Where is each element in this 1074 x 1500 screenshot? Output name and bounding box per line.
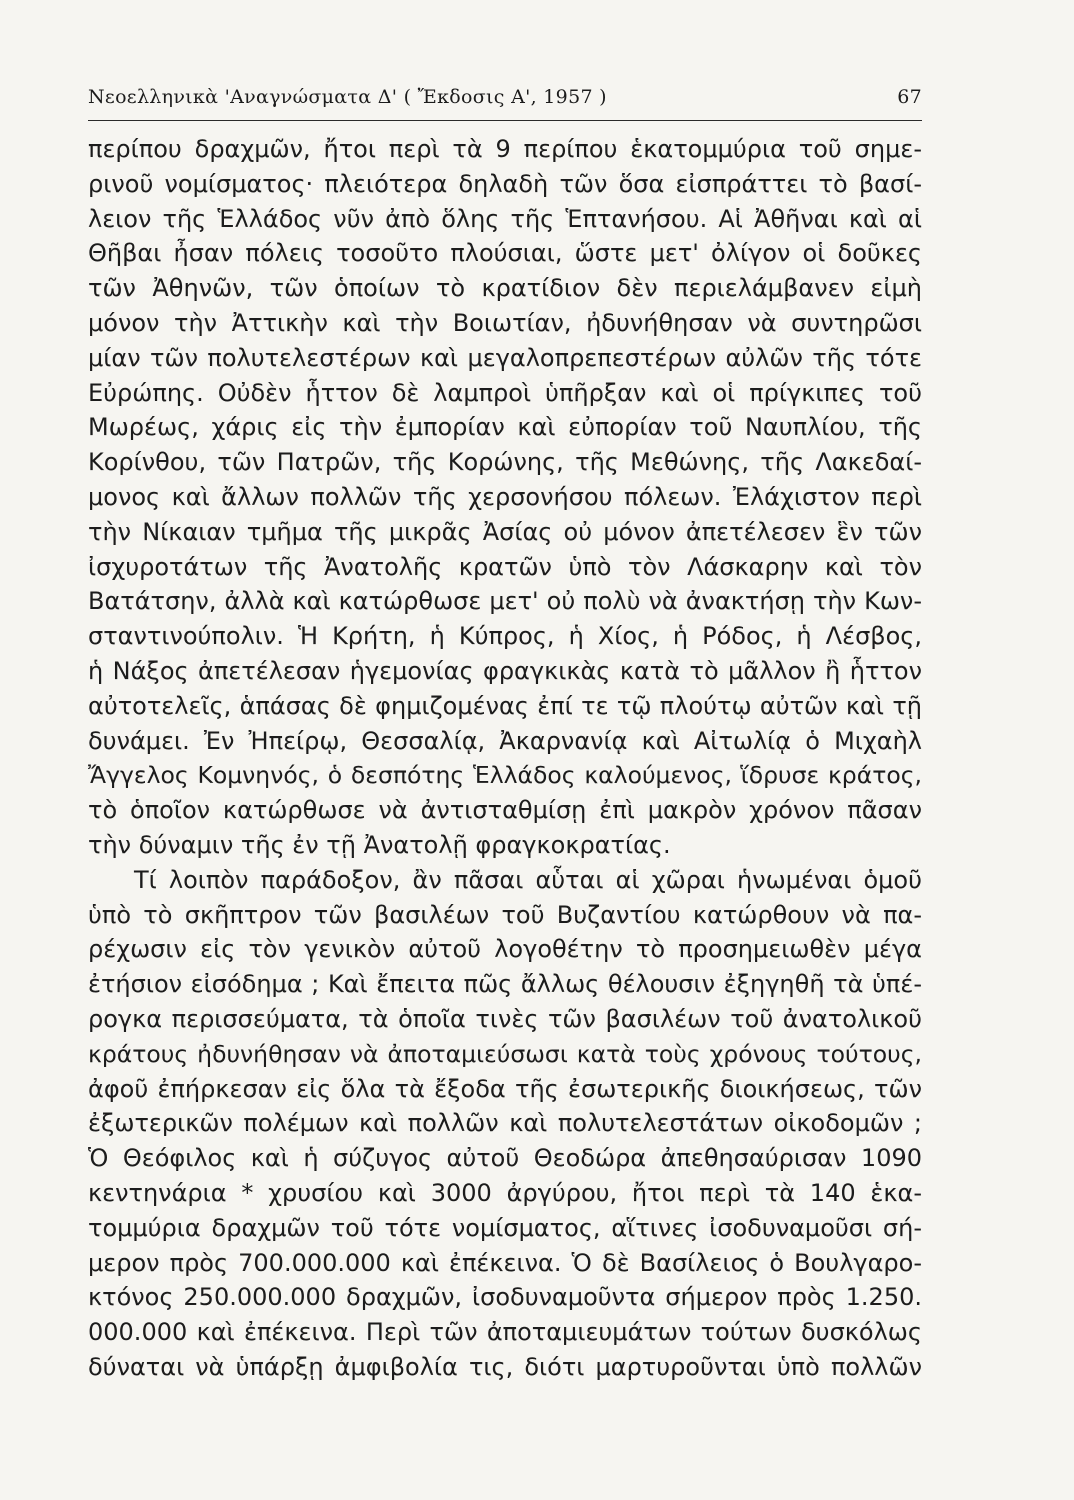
text-line: μονος καὶ ἄλλων πολλῶν τῆς χερσονήσου πόλεων. Ἐλάχιστον περὶ [88,482,922,511]
running-header [88,86,922,116]
header-rule [88,120,922,121]
text-line: μερον πρὸς 700.000.000 καὶ ἐπέκεινα. Ὁ δὲ Βασίλειος ὁ Βουλγαρο- [88,1248,922,1277]
text-line: ρογκα περισσεύματα, τὰ ὁποῖα τινὲς τῶν βασιλέων τοῦ ἀνατολικοῦ [88,1004,922,1033]
text-line: περίπου δραχμῶν, ἤτοι περὶ τὰ 9 περίπου ἑκατομμύρια τοῦ σημε- [88,135,922,163]
text-line: Ἄγγελος Κομνηνός, ὁ δεσπότης Ἑλλάδος καλούμενος, ἵδρυσε κράτος, [88,761,922,790]
text-line: ἐτήσιον εἰσόδημα ; Καὶ ἔπειτα πῶς ἄλλως θέλουσιν ἐξηγηθῆ τὰ ὑπέ- [88,970,922,999]
text-line: τὸ ὁποῖον κατώρθωσε νὰ ἀντισταθμίσῃ ἐπὶ μακρὸν χρόνον πᾶσαν [88,796,922,825]
text-line: ἀφοῦ ἐπήρκεσαν εἰς ὅλα τὰ ἔξοδα τῆς ἐσωτερικῆς διοικήσεως, τῶν [88,1074,922,1103]
text-line: κράτους ἠδυνήθησαν νὰ ἀποταμιεύσωσι κατὰ τοὺς χρόνους τούτους, [88,1039,922,1068]
text-line: Βατάτσην, ἀλλὰ καὶ κατώρθωσε μετ' οὐ πολὺ νὰ ἀνακτήσῃ τὴν Κων- [88,587,922,616]
text-line: λειον τῆς Ἑλλάδος νῦν ἀπὸ ὅλης τῆς Ἑπτανήσου. Αἱ Ἀθῆναι καὶ αἱ [88,204,922,233]
text-line: μίαν τῶν πολυτελεστέρων καὶ μεγαλοπρεπεστέρων αὐλῶν τῆς τότε [88,343,922,372]
text-line: ἡ Νάξος ἀπετέλεσαν ἡγεμονίας φραγκικὰς κατὰ τὸ μᾶλλον ἢ ἧττον [88,656,922,685]
text-line: Μωρέως, χάρις εἰς τὴν ἐμπορίαν καὶ εὐπορίαν τοῦ Ναυπλίου, τῆς [88,413,922,442]
text-line: σταντινούπολιν. Ἡ Κρήτη, ἡ Κύπρος, ἡ Χίος, ἡ Ρόδος, ἡ Λέσβος, [88,622,922,651]
page-number: 67 [897,86,922,108]
text-line: μόνον τὴν Ἀττικὴν καὶ τὴν Βοιωτίαν, ἠδυνήθησαν νὰ συντηρῶσι [88,308,922,337]
text-line: ἐξωτερικῶν πολέμων καὶ πολλῶν καὶ πολυτελεστάτων οἰκοδομῶν ; [88,1109,922,1138]
text-line: Εὐρώπης. Οὐδὲν ἧττον δὲ λαμπροὶ ὑπῆρξαν καὶ οἱ πρίγκιπες τοῦ [88,378,922,407]
text-line: κτόνος 250.000.000 δραχμῶν, ἰσοδυναμοῦντα σήμερον πρὸς 1.250. [88,1283,922,1312]
body-text [88,132,922,1385]
text-line: Θῆβαι ἦσαν πόλεις τοσοῦτο πλούσιαι, ὥστε μετ' ὀλίγον οἱ δοῦκες [88,239,922,268]
text-line: τὴν Νίκαιαν τμῆμα τῆς μικρᾶς Ἀσίας οὐ μόνον ἀπετέλεσεν ἓν τῶν [88,517,922,546]
text-line: ρέχωσιν εἰς τὸν γενικὸν αὐτοῦ λογοθέτην τὸ προσημειωθὲν μέγα [88,935,922,964]
text-line: τῶν Ἀθηνῶν, τῶν ὁποίων τὸ κρατίδιον δὲν περιελάμβανεν εἰμὴ [88,274,922,303]
text-line: δύναται νὰ ὑπάρξῃ ἀμφιβολία τις, διότι μαρτυροῦνται ὑπὸ πολλῶν [88,1352,922,1381]
paragraph-end-line: τὴν δύναμιν τῆς ἐν τῇ Ἀνατολῇ φραγκοκρατίας. [88,830,671,859]
text-line: Ὁ Θεόφιλος καὶ ἡ σύζυγος αὐτοῦ Θεοδώρα ἀπεθησαύρισαν 1090 [88,1144,922,1173]
text-line: τομμύρια δραχμῶν τοῦ τότε νομίσματος, αἵτινες ἰσοδυναμοῦσι σή- [88,1213,922,1242]
text-line: 000.000 καὶ ἐπέκεινα. Περὶ τῶν ἀποταμιευμάτων τούτων δυσκόλως [88,1318,922,1347]
text-line: δυνάμει. Ἐν Ἠπείρῳ, Θεσσαλίᾳ, Ἀκαρνανίᾳ καὶ Αἰτωλίᾳ ὁ Μιχαὴλ [88,726,922,755]
text-line: ὑπὸ τὸ σκῆπτρον τῶν βασιλέων τοῦ Βυζαντίου κατώρθουν νὰ πα- [88,900,922,929]
text-line: ρινοῦ νομίσματος· πλειότερα δηλαδὴ τῶν ὅσα εἰσπράττει τὸ βασί- [88,169,922,198]
text-line: αὐτοτελεῖς, ἁπάσας δὲ φημιζομένας ἐπί τε τῷ πλούτῳ αὐτῶν καὶ τῇ [88,691,922,720]
text-line: κεντηνάρια * χρυσίου καὶ 3000 ἀργύρου, ἤτοι περὶ τὰ 140 ἑκα- [88,1178,922,1207]
text-line: Κορίνθου, τῶν Πατρῶν, τῆς Κορώνης, τῆς Μεθώνης, τῆς Λακεδαί- [88,448,922,477]
text-line: ἰσχυροτάτων τῆς Ἀνατολῆς κρατῶν ὑπὸ τὸν Λάσκαρην καὶ τὸν [88,552,922,581]
paragraph-start-line: Τί λοιπὸν παράδοξον, ἂν πᾶσαι αὗται αἱ χῶραι ἡνωμέναι ὁμοῦ [134,865,922,894]
header-title: Νεοελληνικὰ 'Αναγνώσματα Δ' ( Ἔκδοσις Α', 1957 ) [88,86,607,108]
